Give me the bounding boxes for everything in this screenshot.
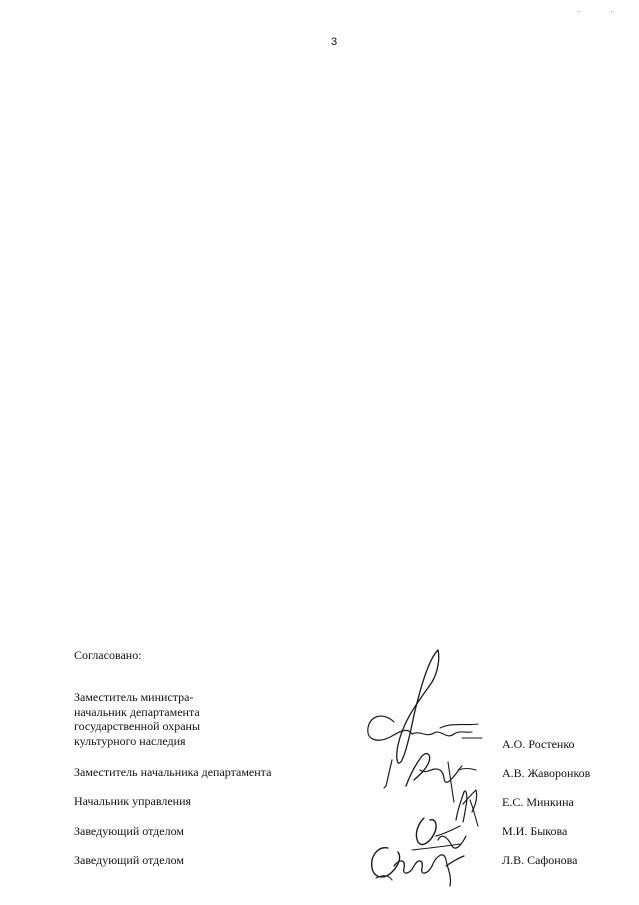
signatory-title-5 — [74, 853, 184, 868]
scan-marks: · · — [578, 8, 627, 16]
title-line: культурного наследия — [74, 733, 186, 748]
title-line: Заместитель начальника департамента — [74, 765, 272, 779]
signature-rostenko — [368, 650, 482, 763]
title-line: Заместитель министра- — [74, 690, 194, 704]
signatory-title-4 — [74, 824, 184, 839]
signature-bykova — [412, 818, 466, 850]
signature-zhavoronkov — [384, 754, 476, 802]
signatory-name-1: А.О. Ростенко — [502, 737, 575, 751]
signatory-name-4: М.И. Быкова — [502, 824, 568, 838]
title-line: начальник департамента — [74, 704, 200, 719]
page-number: 3 — [330, 36, 338, 48]
title-line: Начальник управления — [74, 794, 192, 808]
title-line: государственной охраны — [74, 719, 201, 733]
signatory-name-5: Л.В. Сафонова — [502, 853, 578, 867]
signatory-name-2: А.В. Жаворонков — [502, 766, 591, 780]
signatory-name-3: Е.С. Минкина — [502, 795, 574, 809]
signatory-title-2 — [74, 765, 271, 780]
signatory-title-1 — [74, 690, 200, 748]
signature-safonova — [372, 848, 464, 886]
approval-label: Согласовано: — [74, 648, 142, 662]
signature-minkina — [456, 790, 478, 826]
signatory-title-3 — [74, 794, 191, 809]
title-line: Заведующий отделом — [74, 824, 184, 838]
title-line: Заведующий отделом — [74, 853, 184, 867]
